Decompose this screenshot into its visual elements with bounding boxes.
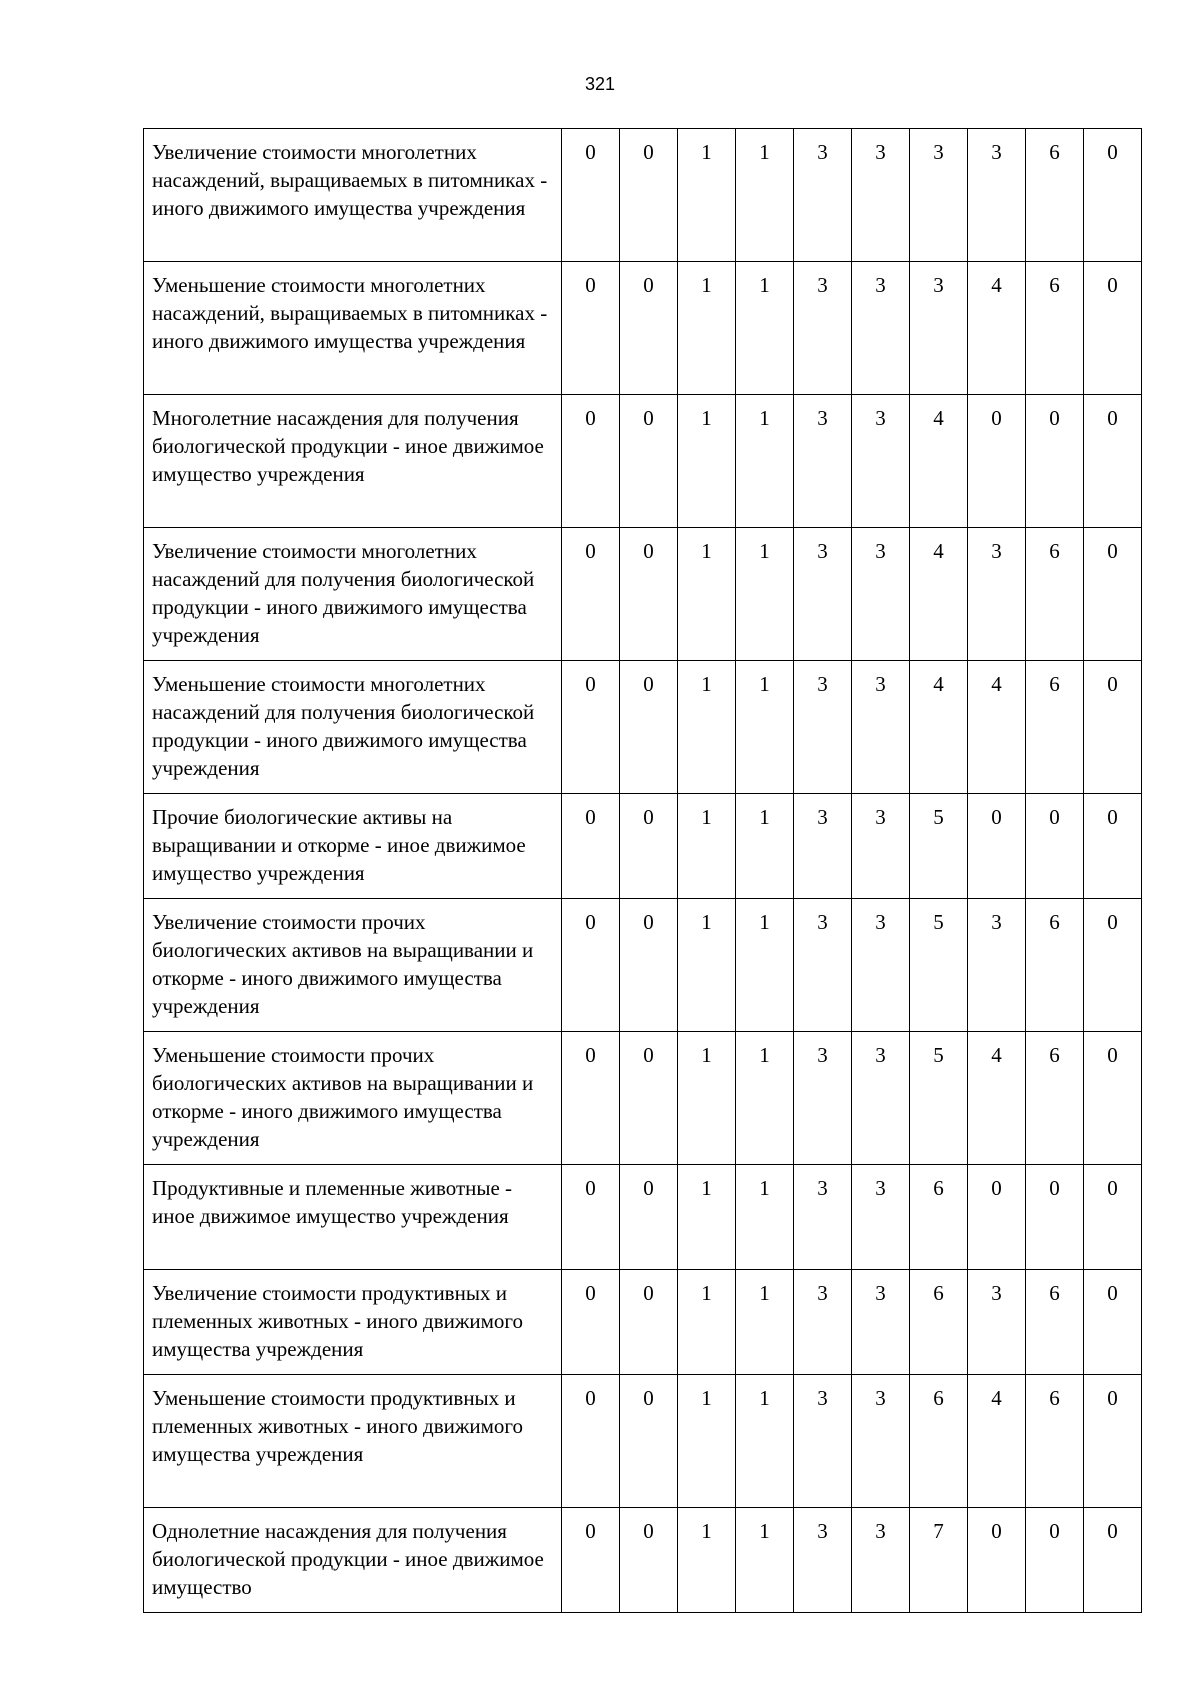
page-number: 321 xyxy=(584,74,616,94)
code-digit-cell xyxy=(910,1165,968,1270)
code-digit: 0 xyxy=(643,1043,654,1067)
code-digit-cell xyxy=(1026,395,1084,528)
code-digit-cell xyxy=(736,395,794,528)
table-row xyxy=(144,1375,1142,1508)
code-digit-cell xyxy=(968,899,1026,1032)
code-digit: 6 xyxy=(1049,1043,1060,1067)
account-codes-table xyxy=(143,128,1142,1613)
code-digit: 0 xyxy=(643,539,654,563)
code-digit: 3 xyxy=(817,1043,828,1067)
code-digit: 4 xyxy=(933,672,944,696)
code-digit: 0 xyxy=(643,273,654,297)
code-digit-cell xyxy=(968,794,1026,899)
description-text: Продуктивные и племенные животные - иное движимое имущество учреждения xyxy=(152,1176,513,1228)
code-digit: 0 xyxy=(585,1043,596,1067)
code-digit: 3 xyxy=(991,539,1002,563)
code-digit-cell xyxy=(736,1270,794,1375)
code-digit: 0 xyxy=(585,273,596,297)
description-text: Уменьшение стоимости прочих биологических активов на выращивании и откорме - иного движимого имущества учреждения xyxy=(152,1043,534,1151)
code-digit: 1 xyxy=(759,1043,770,1067)
code-digit: 0 xyxy=(1107,805,1118,829)
code-digit: 1 xyxy=(759,273,770,297)
code-digit: 1 xyxy=(759,805,770,829)
code-digit: 3 xyxy=(817,1386,828,1410)
code-digit: 3 xyxy=(875,140,886,164)
code-digit-cell xyxy=(794,262,852,395)
code-digit-cell xyxy=(562,1508,620,1613)
code-digit: 5 xyxy=(933,910,944,934)
code-digit: 0 xyxy=(643,1519,654,1543)
code-digit-cell xyxy=(736,794,794,899)
code-digit: 4 xyxy=(991,1043,1002,1067)
code-digit-cell xyxy=(852,1032,910,1165)
code-digit-cell xyxy=(968,528,1026,661)
code-digit-cell xyxy=(852,262,910,395)
code-digit: 3 xyxy=(817,1281,828,1305)
table-row xyxy=(144,1032,1142,1165)
description-text: Увеличение стоимости продуктивных и племенных животных - иного движимого имущества учреждения xyxy=(152,1281,524,1361)
code-digit-cell xyxy=(794,395,852,528)
code-digit: 0 xyxy=(991,1176,1002,1200)
code-digit: 6 xyxy=(1049,1386,1060,1410)
code-digit: 1 xyxy=(701,1043,712,1067)
code-digit-cell xyxy=(852,1165,910,1270)
code-digit: 1 xyxy=(759,1176,770,1200)
code-digit-cell xyxy=(852,1270,910,1375)
code-digit-cell xyxy=(620,395,678,528)
code-digit-cell xyxy=(678,899,736,1032)
code-digit: 6 xyxy=(933,1281,944,1305)
code-digit-cell xyxy=(1084,1270,1142,1375)
code-digit-cell xyxy=(678,1270,736,1375)
code-digit: 4 xyxy=(933,539,944,563)
code-digit: 7 xyxy=(933,1519,944,1543)
code-digit-cell xyxy=(562,661,620,794)
code-digit: 0 xyxy=(1107,1519,1118,1543)
code-digit-cell xyxy=(620,528,678,661)
code-digit: 1 xyxy=(759,910,770,934)
code-digit-cell xyxy=(910,899,968,1032)
code-digit-cell xyxy=(910,395,968,528)
code-digit-cell xyxy=(678,528,736,661)
code-digit: 0 xyxy=(1049,1519,1060,1543)
code-digit: 0 xyxy=(1107,1043,1118,1067)
code-digit-cell xyxy=(794,1032,852,1165)
code-digit-cell xyxy=(678,661,736,794)
code-digit: 3 xyxy=(817,1519,828,1543)
code-digit: 3 xyxy=(991,1281,1002,1305)
code-digit: 1 xyxy=(701,406,712,430)
description-text: Многолетние насаждения для получения биологической продукции - иное движимое имущество учреждения xyxy=(152,406,544,486)
code-digit: 3 xyxy=(817,1176,828,1200)
code-digit-cell xyxy=(1084,794,1142,899)
code-digit-cell xyxy=(562,899,620,1032)
code-digit-cell xyxy=(562,528,620,661)
code-digit: 1 xyxy=(759,672,770,696)
code-digit-cell xyxy=(968,661,1026,794)
code-digit-cell xyxy=(794,661,852,794)
code-digit: 6 xyxy=(933,1176,944,1200)
code-digit: 3 xyxy=(817,273,828,297)
code-digit-cell xyxy=(678,262,736,395)
code-digit: 0 xyxy=(585,140,596,164)
code-digit-cell xyxy=(794,1508,852,1613)
code-digit: 1 xyxy=(701,1176,712,1200)
code-digit: 0 xyxy=(1049,406,1060,430)
code-digit: 3 xyxy=(875,1176,886,1200)
code-digit-cell xyxy=(968,129,1026,262)
code-digit-cell xyxy=(678,1032,736,1165)
code-digit-cell xyxy=(910,262,968,395)
code-digit-cell xyxy=(562,262,620,395)
code-digit-cell xyxy=(736,528,794,661)
code-digit: 4 xyxy=(991,273,1002,297)
code-digit-cell xyxy=(852,661,910,794)
description-cell xyxy=(144,899,562,1032)
table-row xyxy=(144,395,1142,528)
code-digit-cell xyxy=(1026,794,1084,899)
code-digit: 0 xyxy=(1107,406,1118,430)
code-digit: 3 xyxy=(817,539,828,563)
description-cell xyxy=(144,129,562,262)
code-digit: 3 xyxy=(875,672,886,696)
code-digit-cell xyxy=(852,1508,910,1613)
code-digit-cell xyxy=(1084,661,1142,794)
code-digit: 1 xyxy=(701,910,712,934)
code-digit: 0 xyxy=(1107,672,1118,696)
description-text: Увеличение стоимости многолетних насаждений для получения биологической продукции - иного движимого имущества учреждения xyxy=(152,539,535,647)
code-digit-cell xyxy=(968,1270,1026,1375)
code-digit-cell xyxy=(794,1270,852,1375)
code-digit-cell xyxy=(620,1165,678,1270)
code-digit: 1 xyxy=(759,140,770,164)
table-row xyxy=(144,661,1142,794)
code-digit: 0 xyxy=(643,140,654,164)
code-digit-cell xyxy=(678,794,736,899)
code-digit: 3 xyxy=(875,1519,886,1543)
code-digit: 3 xyxy=(875,1386,886,1410)
code-digit-cell xyxy=(1026,262,1084,395)
code-digit-cell xyxy=(1026,1032,1084,1165)
code-digit: 3 xyxy=(817,672,828,696)
code-digit-cell xyxy=(968,1375,1026,1508)
code-digit: 3 xyxy=(933,140,944,164)
code-digit: 0 xyxy=(643,805,654,829)
code-digit-cell xyxy=(736,661,794,794)
description-text: Уменьшение стоимости продуктивных и племенных животных - иного движимого имущества учреждения xyxy=(152,1386,524,1466)
code-digit-cell xyxy=(1084,1165,1142,1270)
code-digit: 1 xyxy=(759,1281,770,1305)
code-digit-cell xyxy=(678,129,736,262)
code-digit-cell xyxy=(968,262,1026,395)
code-digit: 6 xyxy=(1049,910,1060,934)
table-body xyxy=(144,129,1142,1613)
code-digit: 3 xyxy=(875,910,886,934)
code-digit-cell xyxy=(1026,899,1084,1032)
code-digit: 4 xyxy=(991,1386,1002,1410)
code-digit: 0 xyxy=(643,910,654,934)
code-digit-cell xyxy=(562,395,620,528)
code-digit: 0 xyxy=(585,910,596,934)
code-digit-cell xyxy=(968,1032,1026,1165)
table-row xyxy=(144,129,1142,262)
code-digit-cell xyxy=(968,1165,1026,1270)
table-row xyxy=(144,1508,1142,1613)
code-digit-cell xyxy=(794,794,852,899)
code-digit-cell xyxy=(852,129,910,262)
code-digit: 3 xyxy=(875,1281,886,1305)
code-digit: 0 xyxy=(643,1281,654,1305)
description-text: Увеличение стоимости многолетних насаждений, выращиваемых в питомниках - иного движимого имущества учреждения xyxy=(152,140,548,220)
table-row xyxy=(144,262,1142,395)
code-digit-cell xyxy=(910,1032,968,1165)
code-digit-cell xyxy=(968,1508,1026,1613)
code-digit-cell xyxy=(1026,1270,1084,1375)
code-digit-cell xyxy=(678,1508,736,1613)
code-digit: 3 xyxy=(817,406,828,430)
code-digit: 1 xyxy=(759,1519,770,1543)
description-cell xyxy=(144,262,562,395)
code-digit-cell xyxy=(620,1032,678,1165)
code-digit-cell xyxy=(736,1032,794,1165)
code-digit: 0 xyxy=(585,1386,596,1410)
code-digit-cell xyxy=(910,1375,968,1508)
code-digit: 3 xyxy=(875,406,886,430)
code-digit: 6 xyxy=(1049,140,1060,164)
code-digit: 0 xyxy=(585,805,596,829)
code-digit: 0 xyxy=(1107,539,1118,563)
code-digit: 1 xyxy=(701,539,712,563)
table-row xyxy=(144,1165,1142,1270)
code-digit: 0 xyxy=(1107,910,1118,934)
code-digit: 0 xyxy=(1107,273,1118,297)
code-digit-cell xyxy=(620,129,678,262)
code-digit: 0 xyxy=(1107,1176,1118,1200)
code-digit: 3 xyxy=(875,539,886,563)
code-digit-cell xyxy=(736,1165,794,1270)
code-digit-cell xyxy=(678,1375,736,1508)
code-digit-cell xyxy=(1084,528,1142,661)
code-digit: 0 xyxy=(643,406,654,430)
code-digit: 3 xyxy=(991,910,1002,934)
code-digit: 1 xyxy=(701,273,712,297)
code-digit-cell xyxy=(736,129,794,262)
description-text: Увеличение стоимости прочих биологических активов на выращивании и откорме - иного движимого имущества учреждения xyxy=(152,910,534,1018)
table-row xyxy=(144,1270,1142,1375)
code-digit-cell xyxy=(620,661,678,794)
code-digit: 6 xyxy=(1049,1281,1060,1305)
code-digit-cell xyxy=(1084,395,1142,528)
code-digit-cell xyxy=(910,1270,968,1375)
code-digit-cell xyxy=(794,1375,852,1508)
table-row xyxy=(144,528,1142,661)
code-digit-cell xyxy=(562,1032,620,1165)
code-digit: 0 xyxy=(1049,805,1060,829)
code-digit-cell xyxy=(1084,262,1142,395)
code-digit-cell xyxy=(1026,1165,1084,1270)
code-digit-cell xyxy=(1084,899,1142,1032)
code-digit: 0 xyxy=(585,539,596,563)
code-digit: 1 xyxy=(701,672,712,696)
code-digit: 3 xyxy=(875,273,886,297)
code-digit-cell xyxy=(910,1508,968,1613)
description-text: Уменьшение стоимости многолетних насаждений для получения биологической продукции - иного движимого имущества учреждения xyxy=(152,672,535,780)
code-digit: 0 xyxy=(1107,1281,1118,1305)
description-text: Прочие биологические активы на выращивании и откорме - иное движимое имущество учреждения xyxy=(152,805,526,885)
code-digit-cell xyxy=(620,1270,678,1375)
code-digit: 0 xyxy=(643,1386,654,1410)
code-digit: 1 xyxy=(701,1519,712,1543)
code-digit-cell xyxy=(1026,661,1084,794)
description-text: Уменьшение стоимости многолетних насаждений, выращиваемых в питомниках - иного движимого имущества учреждения xyxy=(152,273,548,353)
description-cell xyxy=(144,1270,562,1375)
description-cell xyxy=(144,794,562,899)
code-digit: 0 xyxy=(585,672,596,696)
code-digit: 5 xyxy=(933,805,944,829)
table-row xyxy=(144,899,1142,1032)
code-digit-cell xyxy=(794,528,852,661)
description-cell xyxy=(144,661,562,794)
code-digit-cell xyxy=(620,1375,678,1508)
code-digit: 0 xyxy=(643,672,654,696)
code-digit: 5 xyxy=(933,1043,944,1067)
description-cell xyxy=(144,1165,562,1270)
code-digit-cell xyxy=(794,129,852,262)
code-digit: 0 xyxy=(585,1281,596,1305)
code-digit-cell xyxy=(852,1375,910,1508)
table-row xyxy=(144,794,1142,899)
code-digit-cell xyxy=(562,1375,620,1508)
code-digit-cell xyxy=(1026,1508,1084,1613)
code-digit-cell xyxy=(1026,528,1084,661)
code-digit-cell xyxy=(620,794,678,899)
code-digit: 0 xyxy=(585,1176,596,1200)
code-digit: 0 xyxy=(1107,1386,1118,1410)
description-cell xyxy=(144,528,562,661)
description-text: Однолетние насаждения для получения биологической продукции - иное движимое имущество xyxy=(152,1519,544,1599)
code-digit: 6 xyxy=(1049,672,1060,696)
code-digit: 4 xyxy=(933,406,944,430)
code-digit: 3 xyxy=(875,1043,886,1067)
code-digit: 6 xyxy=(1049,539,1060,563)
code-digit-cell xyxy=(562,1165,620,1270)
code-digit: 3 xyxy=(817,140,828,164)
code-digit-cell xyxy=(852,395,910,528)
code-digit-cell xyxy=(852,794,910,899)
code-digit-cell xyxy=(1026,1375,1084,1508)
code-digit-cell xyxy=(620,1508,678,1613)
code-digit: 0 xyxy=(585,1519,596,1543)
code-digit: 3 xyxy=(933,273,944,297)
code-digit: 0 xyxy=(991,1519,1002,1543)
description-cell xyxy=(144,1375,562,1508)
code-digit: 1 xyxy=(759,539,770,563)
code-digit: 1 xyxy=(759,1386,770,1410)
code-digit-cell xyxy=(736,262,794,395)
code-digit-cell xyxy=(910,794,968,899)
code-digit: 0 xyxy=(991,805,1002,829)
code-digit-cell xyxy=(678,395,736,528)
code-digit-cell xyxy=(852,899,910,1032)
code-digit-cell xyxy=(736,1375,794,1508)
description-cell xyxy=(144,1032,562,1165)
code-digit: 3 xyxy=(991,140,1002,164)
code-digit-cell xyxy=(794,1165,852,1270)
code-digit: 1 xyxy=(701,140,712,164)
code-digit-cell xyxy=(736,1508,794,1613)
code-digit-cell xyxy=(1084,1508,1142,1613)
code-digit-cell xyxy=(562,129,620,262)
code-digit-cell xyxy=(852,528,910,661)
code-digit: 0 xyxy=(1107,140,1118,164)
code-digit: 3 xyxy=(817,805,828,829)
code-digit-cell xyxy=(910,129,968,262)
code-digit: 0 xyxy=(643,1176,654,1200)
description-cell xyxy=(144,1508,562,1613)
code-digit-cell xyxy=(1026,129,1084,262)
code-digit-cell xyxy=(562,794,620,899)
code-digit: 0 xyxy=(1049,1176,1060,1200)
code-digit-cell xyxy=(910,661,968,794)
code-digit: 1 xyxy=(701,1386,712,1410)
code-digit: 6 xyxy=(1049,273,1060,297)
code-digit: 1 xyxy=(701,805,712,829)
code-digit-cell xyxy=(620,899,678,1032)
code-digit-cell xyxy=(910,528,968,661)
code-digit-cell xyxy=(1084,1032,1142,1165)
code-digit: 1 xyxy=(759,406,770,430)
code-digit-cell xyxy=(1084,129,1142,262)
code-digit: 4 xyxy=(991,672,1002,696)
code-digit-cell xyxy=(1084,1375,1142,1508)
code-digit: 0 xyxy=(585,406,596,430)
code-digit-cell xyxy=(794,899,852,1032)
code-digit-cell xyxy=(678,1165,736,1270)
code-digit-cell xyxy=(562,1270,620,1375)
code-digit-cell xyxy=(620,262,678,395)
code-digit: 3 xyxy=(875,805,886,829)
code-digit: 3 xyxy=(817,910,828,934)
code-digit: 6 xyxy=(933,1386,944,1410)
code-digit: 1 xyxy=(701,1281,712,1305)
description-cell xyxy=(144,395,562,528)
code-digit: 0 xyxy=(991,406,1002,430)
code-digit-cell xyxy=(968,395,1026,528)
code-digit-cell xyxy=(736,899,794,1032)
